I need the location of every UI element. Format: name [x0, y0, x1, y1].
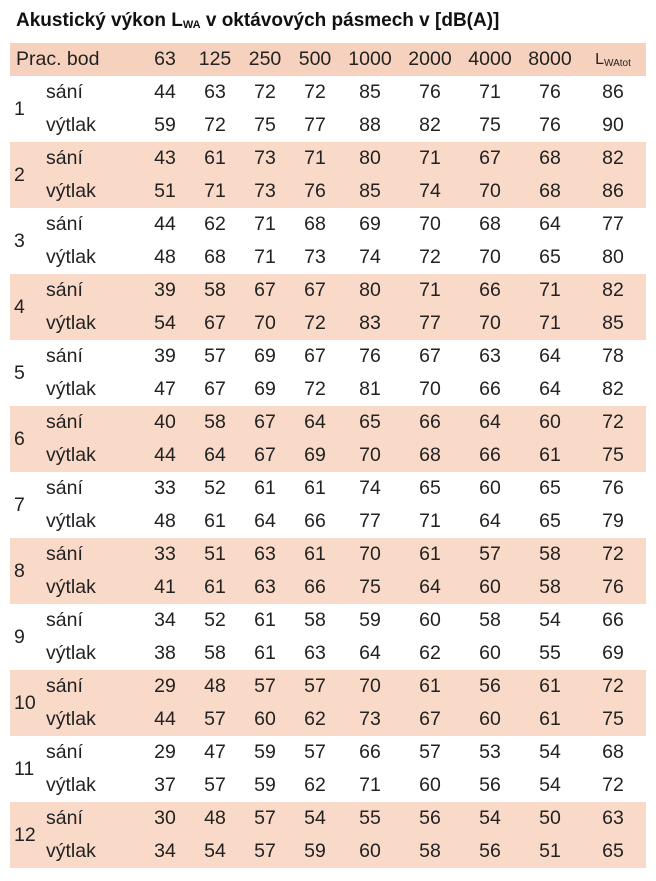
table-row: [10, 406, 646, 439]
measurement-side-label: výtlak: [46, 312, 96, 334]
table-row: [10, 241, 646, 274]
band-value-cell: 67: [204, 312, 226, 334]
band-value-cell: 70: [479, 312, 501, 334]
band-value-cell: 70: [419, 213, 441, 235]
band-value-cell: 54: [539, 609, 561, 631]
band-value-cell: 40: [154, 411, 176, 433]
band-value-cell: 64: [539, 378, 561, 400]
band-value-cell: 62: [304, 708, 326, 730]
total-value-cell: 86: [602, 81, 624, 103]
band-value-cell: 68: [204, 246, 226, 268]
band-value-cell: 64: [204, 444, 226, 466]
band-value-cell: 48: [154, 246, 176, 268]
total-value-cell: 72: [602, 774, 624, 796]
band-value-cell: 83: [359, 312, 381, 334]
band-value-cell: 44: [154, 213, 176, 235]
band-value-cell: 58: [304, 609, 326, 631]
total-value-cell: 82: [602, 279, 624, 301]
band-value-cell: 66: [479, 378, 501, 400]
band-value-cell: 77: [419, 312, 441, 334]
measurement-side-label: sání: [46, 477, 83, 499]
table-row: [10, 373, 646, 406]
band-value-cell: 52: [204, 609, 226, 631]
band-value-cell: 57: [204, 708, 226, 730]
measurement-side-label: výtlak: [46, 378, 96, 400]
table-row: [10, 142, 646, 175]
band-value-cell: 77: [304, 114, 326, 136]
measurement-side-label: sání: [46, 411, 83, 433]
band-value-cell: 34: [154, 609, 176, 631]
band-value-cell: 43: [154, 147, 176, 169]
table-row: [10, 703, 646, 736]
band-value-cell: 71: [254, 213, 276, 235]
band-value-cell: 56: [419, 807, 441, 829]
table-row: [10, 802, 646, 835]
band-value-cell: 44: [154, 708, 176, 730]
band-value-cell: 69: [254, 345, 276, 367]
band-value-cell: 54: [479, 807, 501, 829]
total-value-cell: 66: [602, 609, 624, 631]
table-row: [10, 109, 646, 142]
band-value-cell: 65: [539, 510, 561, 532]
band-value-cell: 70: [359, 444, 381, 466]
total-value-cell: 75: [602, 708, 624, 730]
band-value-cell: 48: [204, 807, 226, 829]
band-value-cell: 71: [419, 279, 441, 301]
band-value-cell: 66: [419, 411, 441, 433]
total-value-cell: 69: [602, 642, 624, 664]
total-value-cell: 77: [602, 213, 624, 235]
band-value-cell: 71: [359, 774, 381, 796]
band-value-cell: 80: [359, 147, 381, 169]
band-value-cell: 57: [254, 807, 276, 829]
band-value-cell: 58: [204, 279, 226, 301]
band-value-cell: 57: [254, 840, 276, 862]
band-value-cell: 81: [359, 378, 381, 400]
total-value-cell: 79: [602, 510, 624, 532]
measurement-side-label: výtlak: [46, 444, 96, 466]
band-value-cell: 34: [154, 840, 176, 862]
working-point-number: 12: [14, 823, 36, 846]
band-value-cell: 64: [539, 213, 561, 235]
band-value-cell: 67: [254, 279, 276, 301]
band-value-cell: 76: [304, 180, 326, 202]
band-value-cell: 59: [254, 741, 276, 763]
measurement-side-label: výtlak: [46, 840, 96, 862]
working-point-number: 7: [14, 493, 25, 516]
band-value-cell: 70: [359, 543, 381, 565]
band-value-cell: 74: [359, 246, 381, 268]
band-value-cell: 67: [254, 444, 276, 466]
band-value-cell: 73: [304, 246, 326, 268]
band-value-cell: 57: [304, 675, 326, 697]
table-row: [10, 307, 646, 340]
band-value-cell: 88: [359, 114, 381, 136]
band-value-cell: 67: [419, 345, 441, 367]
header-band: 125: [198, 48, 232, 70]
total-value-cell: 86: [602, 180, 624, 202]
working-point-number: 8: [14, 559, 25, 582]
band-value-cell: 55: [539, 642, 561, 664]
band-value-cell: 54: [154, 312, 176, 334]
band-value-cell: 60: [479, 576, 501, 598]
band-value-cell: 63: [479, 345, 501, 367]
table-row: [10, 472, 646, 505]
band-value-cell: 72: [204, 114, 226, 136]
band-value-cell: 61: [254, 477, 276, 499]
band-value-cell: 58: [539, 543, 561, 565]
band-value-cell: 70: [359, 675, 381, 697]
band-value-cell: 69: [359, 213, 381, 235]
band-value-cell: 58: [539, 576, 561, 598]
band-value-cell: 72: [304, 81, 326, 103]
band-value-cell: 61: [539, 675, 561, 697]
band-value-cell: 60: [479, 642, 501, 664]
band-value-cell: 38: [154, 642, 176, 664]
band-value-cell: 54: [304, 807, 326, 829]
band-value-cell: 52: [204, 477, 226, 499]
band-value-cell: 70: [419, 378, 441, 400]
band-value-cell: 63: [304, 642, 326, 664]
working-point-number: 10: [14, 691, 36, 714]
band-value-cell: 72: [304, 378, 326, 400]
band-value-cell: 75: [479, 114, 501, 136]
band-value-cell: 69: [304, 444, 326, 466]
band-value-cell: 76: [539, 81, 561, 103]
total-value-cell: 76: [602, 576, 624, 598]
band-value-cell: 57: [254, 675, 276, 697]
measurement-side-label: sání: [46, 675, 83, 697]
band-value-cell: 64: [419, 576, 441, 598]
table-row: [10, 637, 646, 670]
band-value-cell: 60: [254, 708, 276, 730]
header-band: 250: [248, 48, 282, 70]
measurement-side-label: sání: [46, 213, 83, 235]
header-band: 500: [298, 48, 332, 70]
band-value-cell: 67: [304, 345, 326, 367]
band-value-cell: 65: [539, 477, 561, 499]
band-value-cell: 70: [479, 246, 501, 268]
band-value-cell: 71: [539, 279, 561, 301]
table-row: [10, 76, 646, 109]
band-value-cell: 73: [254, 180, 276, 202]
band-value-cell: 66: [304, 510, 326, 532]
band-value-cell: 57: [204, 774, 226, 796]
working-point-number: 5: [14, 361, 25, 384]
header-band: 63: [154, 48, 176, 70]
band-value-cell: 75: [359, 576, 381, 598]
band-value-cell: 72: [304, 312, 326, 334]
acoustic-power-table: [10, 43, 646, 868]
band-value-cell: 71: [304, 147, 326, 169]
band-value-cell: 72: [254, 81, 276, 103]
table-row: [10, 439, 646, 472]
measurement-side-label: sání: [46, 741, 83, 763]
table-row: [10, 835, 646, 868]
total-value-cell: 90: [602, 114, 624, 136]
band-value-cell: 39: [154, 345, 176, 367]
band-value-cell: 67: [304, 279, 326, 301]
band-value-cell: 59: [359, 609, 381, 631]
band-value-cell: 66: [359, 741, 381, 763]
total-value-cell: 82: [602, 378, 624, 400]
band-value-cell: 67: [204, 378, 226, 400]
band-value-cell: 67: [419, 708, 441, 730]
table-row: [10, 571, 646, 604]
band-value-cell: 60: [419, 609, 441, 631]
band-value-cell: 68: [419, 444, 441, 466]
band-value-cell: 66: [479, 279, 501, 301]
band-value-cell: 59: [254, 774, 276, 796]
working-point-number: 6: [14, 427, 25, 450]
measurement-side-label: výtlak: [46, 114, 96, 136]
table-title: [16, 10, 499, 32]
title-rest: v oktávových pásmech v [dB(A)]: [200, 10, 500, 31]
band-value-cell: 57: [419, 741, 441, 763]
band-value-cell: 59: [154, 114, 176, 136]
band-value-cell: 53: [479, 741, 501, 763]
band-value-cell: 58: [419, 840, 441, 862]
working-point-number: 1: [14, 97, 25, 120]
title-subscript: WA: [182, 19, 201, 31]
band-value-cell: 76: [359, 345, 381, 367]
band-value-cell: 47: [204, 741, 226, 763]
measurement-side-label: sání: [46, 279, 83, 301]
band-value-cell: 47: [154, 378, 176, 400]
band-value-cell: 64: [539, 345, 561, 367]
band-value-cell: 65: [359, 411, 381, 433]
working-point-number: 3: [14, 229, 25, 252]
band-value-cell: 61: [419, 675, 441, 697]
band-value-cell: 85: [359, 180, 381, 202]
band-value-cell: 61: [204, 576, 226, 598]
table-body: [10, 76, 646, 868]
band-value-cell: 51: [154, 180, 176, 202]
band-value-cell: 64: [304, 411, 326, 433]
header-total-main: L: [595, 50, 605, 68]
table-row: [10, 274, 646, 307]
measurement-side-label: výtlak: [46, 708, 96, 730]
band-value-cell: 62: [304, 774, 326, 796]
band-value-cell: 50: [539, 807, 561, 829]
measurement-side-label: sání: [46, 807, 83, 829]
measurement-side-label: sání: [46, 609, 83, 631]
band-value-cell: 71: [254, 246, 276, 268]
band-value-cell: 30: [154, 807, 176, 829]
band-value-cell: 63: [254, 576, 276, 598]
band-value-cell: 72: [419, 246, 441, 268]
band-value-cell: 71: [419, 510, 441, 532]
total-value-cell: 75: [602, 444, 624, 466]
band-value-cell: 55: [359, 807, 381, 829]
band-value-cell: 62: [204, 213, 226, 235]
band-value-cell: 85: [359, 81, 381, 103]
band-value-cell: 75: [254, 114, 276, 136]
band-value-cell: 51: [204, 543, 226, 565]
band-value-cell: 61: [254, 609, 276, 631]
band-value-cell: 39: [154, 279, 176, 301]
title-main: Akustický výkon L: [16, 10, 183, 31]
total-value-cell: 82: [602, 147, 624, 169]
band-value-cell: 56: [479, 840, 501, 862]
band-value-cell: 37: [154, 774, 176, 796]
measurement-side-label: výtlak: [46, 510, 96, 532]
header-band: 2000: [408, 48, 452, 70]
band-value-cell: 63: [204, 81, 226, 103]
band-value-cell: 62: [419, 642, 441, 664]
band-value-cell: 61: [419, 543, 441, 565]
band-value-cell: 60: [539, 411, 561, 433]
table-row: [10, 175, 646, 208]
band-value-cell: 67: [254, 411, 276, 433]
band-value-cell: 33: [154, 543, 176, 565]
band-value-cell: 58: [204, 642, 226, 664]
table-row: [10, 505, 646, 538]
band-value-cell: 74: [419, 180, 441, 202]
band-value-cell: 76: [539, 114, 561, 136]
band-value-cell: 41: [154, 576, 176, 598]
total-value-cell: 68: [602, 741, 624, 763]
band-value-cell: 61: [304, 543, 326, 565]
band-value-cell: 58: [204, 411, 226, 433]
table-row: [10, 736, 646, 769]
band-value-cell: 58: [479, 609, 501, 631]
band-value-cell: 77: [359, 510, 381, 532]
header-band: 8000: [528, 48, 572, 70]
band-value-cell: 29: [154, 741, 176, 763]
band-value-cell: 44: [154, 81, 176, 103]
total-value-cell: 63: [602, 807, 624, 829]
table-row: [10, 604, 646, 637]
measurement-side-label: výtlak: [46, 246, 96, 268]
band-value-cell: 61: [539, 444, 561, 466]
band-value-cell: 64: [479, 411, 501, 433]
band-value-cell: 60: [359, 840, 381, 862]
header-total: [580, 43, 646, 76]
band-value-cell: 61: [539, 708, 561, 730]
band-value-cell: 66: [479, 444, 501, 466]
measurement-side-label: sání: [46, 81, 83, 103]
table-row: [10, 769, 646, 802]
band-value-cell: 70: [254, 312, 276, 334]
table-row: [10, 340, 646, 373]
header-working-point: Prac. bod: [16, 48, 100, 70]
header-row: [10, 43, 646, 76]
measurement-side-label: sání: [46, 345, 83, 367]
measurement-side-label: výtlak: [46, 774, 96, 796]
band-value-cell: 68: [304, 213, 326, 235]
band-value-cell: 67: [479, 147, 501, 169]
table-row: [10, 208, 646, 241]
band-value-cell: 65: [419, 477, 441, 499]
measurement-side-label: sání: [46, 543, 83, 565]
measurement-side-label: výtlak: [46, 642, 96, 664]
band-value-cell: 64: [254, 510, 276, 532]
band-value-cell: 61: [204, 147, 226, 169]
band-value-cell: 56: [479, 774, 501, 796]
band-value-cell: 44: [154, 444, 176, 466]
total-value-cell: 85: [602, 312, 624, 334]
band-value-cell: 66: [304, 576, 326, 598]
table-row: [10, 670, 646, 703]
working-point-number: 9: [14, 625, 25, 648]
band-value-cell: 71: [419, 147, 441, 169]
band-value-cell: 63: [254, 543, 276, 565]
band-value-cell: 73: [359, 708, 381, 730]
measurement-side-label: výtlak: [46, 576, 96, 598]
band-value-cell: 48: [154, 510, 176, 532]
band-value-cell: 57: [304, 741, 326, 763]
band-value-cell: 71: [539, 312, 561, 334]
header-band: 4000: [468, 48, 512, 70]
band-value-cell: 80: [359, 279, 381, 301]
header-total-sub: WAtot: [604, 57, 631, 69]
total-value-cell: 76: [602, 477, 624, 499]
header-band: 1000: [348, 48, 392, 70]
measurement-side-label: sání: [46, 147, 83, 169]
band-value-cell: 54: [204, 840, 226, 862]
band-value-cell: 71: [479, 81, 501, 103]
total-value-cell: 72: [602, 543, 624, 565]
band-value-cell: 69: [254, 378, 276, 400]
band-value-cell: 76: [419, 81, 441, 103]
band-value-cell: 60: [419, 774, 441, 796]
band-value-cell: 68: [539, 147, 561, 169]
band-value-cell: 82: [419, 114, 441, 136]
band-value-cell: 61: [204, 510, 226, 532]
band-value-cell: 68: [539, 180, 561, 202]
band-value-cell: 48: [204, 675, 226, 697]
band-value-cell: 73: [254, 147, 276, 169]
band-value-cell: 54: [539, 741, 561, 763]
total-value-cell: 65: [602, 840, 624, 862]
table-row: [10, 538, 646, 571]
measurement-side-label: výtlak: [46, 180, 96, 202]
band-value-cell: 33: [154, 477, 176, 499]
total-value-cell: 72: [602, 675, 624, 697]
band-value-cell: 56: [479, 675, 501, 697]
band-value-cell: 60: [479, 477, 501, 499]
band-value-cell: 59: [304, 840, 326, 862]
band-value-cell: 51: [539, 840, 561, 862]
band-value-cell: 57: [204, 345, 226, 367]
working-point-number: 2: [14, 163, 25, 186]
working-point-number: 4: [14, 295, 25, 318]
band-value-cell: 61: [304, 477, 326, 499]
total-value-cell: 80: [602, 246, 624, 268]
band-value-cell: 71: [204, 180, 226, 202]
working-point-number: 11: [14, 757, 35, 780]
band-value-cell: 54: [539, 774, 561, 796]
total-value-cell: 72: [602, 411, 624, 433]
band-value-cell: 70: [479, 180, 501, 202]
band-value-cell: 29: [154, 675, 176, 697]
total-value-cell: 78: [602, 345, 624, 367]
band-value-cell: 64: [359, 642, 381, 664]
band-value-cell: 64: [479, 510, 501, 532]
band-value-cell: 65: [539, 246, 561, 268]
band-value-cell: 60: [479, 708, 501, 730]
band-value-cell: 57: [479, 543, 501, 565]
band-value-cell: 61: [254, 642, 276, 664]
band-value-cell: 74: [359, 477, 381, 499]
band-value-cell: 68: [479, 213, 501, 235]
